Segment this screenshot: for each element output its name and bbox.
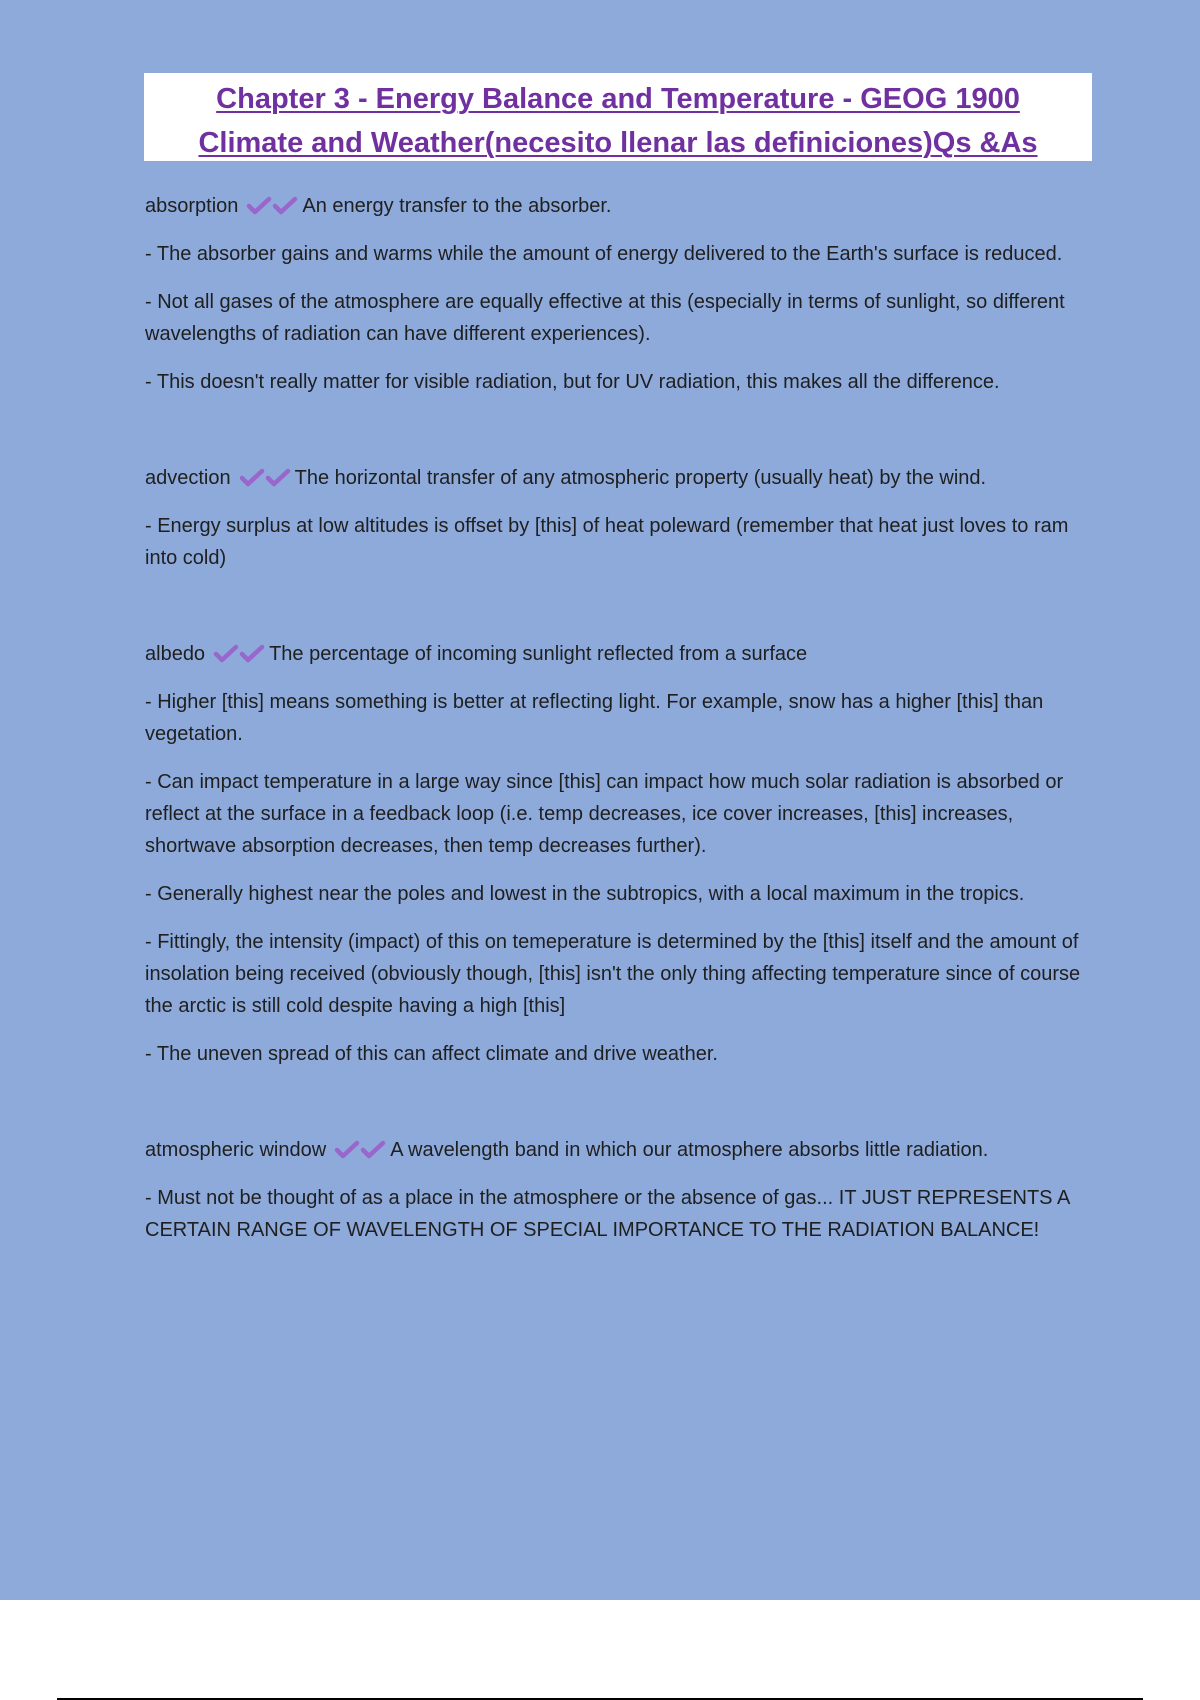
term-label: atmospheric window: [145, 1139, 327, 1161]
term-entry: [145, 462, 1100, 574]
term-note: - Can impact temperature in a large way since [this] can impact how much solar radiation is absorbed or reflect at the surface in a feedback loop (i.e. temp decreases, ice cover increases, [this] increases, shortwave absorption decreases, then temp decreases further).: [145, 771, 1064, 857]
answer-checkmarks: [334, 1139, 386, 1161]
term-line: [145, 638, 1100, 670]
answer-checkmarks: [246, 195, 298, 217]
term-label: albedo: [145, 643, 206, 665]
term-note: - The uneven spread of this can affect climate and drive weather.: [145, 1043, 718, 1065]
term-definition: A wavelength band in which our atmosphere absorbs little radiation.: [390, 1139, 989, 1161]
term-note: - Fittingly, the intensity (impact) of this on temeperature is determined by the [this] itself and the amount of insolation being received (obviously though, [this] isn't the only thing affecting temperature since of course the arctic is still cold despite having a high [this]: [145, 931, 1081, 1017]
answer-checkmarks: [213, 643, 265, 665]
term-entry: [145, 190, 1100, 398]
term-note: - Energy surplus at low altitudes is offset by [this] of heat poleward (remember that heat just loves to ram into cold): [145, 515, 1069, 569]
term-note: - Must not be thought of as a place in the atmosphere or the absence of gas... IT JUST REPRESENTS A CERTAIN RANGE OF WAVELENGTH OF SPECIAL IMPORTANCE TO THE RADIATION BALANCE!: [145, 1187, 1070, 1241]
term-line: [145, 462, 1100, 494]
term-note: - Higher [this] means something is better at reflecting light. For example, snow has a higher [this] than vegetation.: [145, 691, 1044, 745]
check-icon: [272, 195, 298, 215]
title-line-2: Climate and Weather(necesito llenar las definiciones)Qs &As: [198, 127, 1038, 159]
term-note: - This doesn't really matter for visible radiation, but for UV radiation, this makes all the difference.: [145, 371, 1000, 393]
term-line: [145, 1134, 1100, 1166]
term-note: - Not all gases of the atmosphere are equally effective at this (especially in terms of sunlight, so different wavelengths of radiation can have different experiences).: [145, 291, 1065, 345]
check-icon: [265, 467, 291, 487]
entries-list: [145, 190, 1100, 1262]
term-definition: An energy transfer to the absorber.: [302, 195, 612, 217]
answer-checkmarks: [239, 467, 291, 489]
term-entry: [145, 1134, 1100, 1246]
term-definition: The horizontal transfer of any atmospheric property (usually heat) by the wind.: [294, 467, 987, 489]
term-entry: [145, 638, 1100, 1070]
term-line: [145, 190, 1100, 222]
term-note: - The absorber gains and warms while the amount of energy delivered to the Earth's surface is reduced.: [145, 243, 1063, 265]
check-icon: [334, 1139, 360, 1159]
term-label: absorption: [145, 195, 239, 217]
title-box: [144, 73, 1092, 161]
title-line-1: Chapter 3 - Energy Balance and Temperature - GEOG 1900: [216, 83, 1020, 115]
term-note: - Generally highest near the poles and lowest in the subtropics, with a local maximum in the tropics.: [145, 883, 1025, 905]
page-title: [144, 73, 1092, 165]
check-icon: [360, 1139, 386, 1159]
check-icon: [213, 643, 239, 663]
check-icon: [246, 195, 272, 215]
term-definition: The percentage of incoming sunlight reflected from a surface: [269, 643, 808, 665]
term-label: advection: [145, 467, 231, 489]
check-icon: [239, 467, 265, 487]
check-icon: [239, 643, 265, 663]
